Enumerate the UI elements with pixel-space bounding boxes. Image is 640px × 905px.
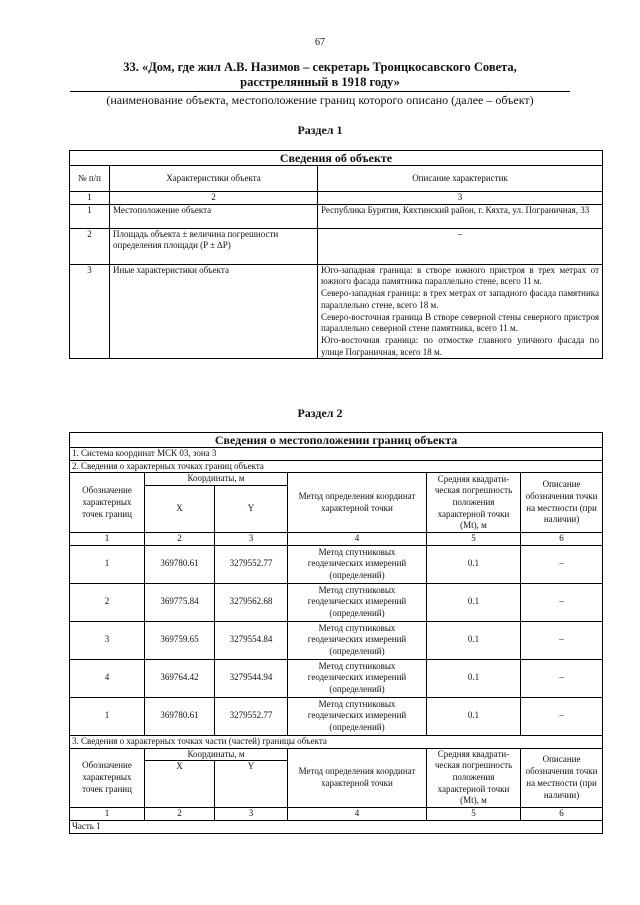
index-cell: 2 xyxy=(145,533,215,546)
document-subtitle: (наименование объекта, местоположение границ которого описано (далее – объект) xyxy=(106,93,534,107)
point-accuracy: 0.1 xyxy=(427,545,521,583)
document-title xyxy=(70,60,570,90)
index-cell: 2 xyxy=(110,192,318,205)
part-label: Часть 1 xyxy=(70,820,603,833)
index-cell: 3 xyxy=(215,533,288,546)
point-id: 1 xyxy=(70,697,145,735)
page-number: 67 xyxy=(315,37,325,48)
row-characteristic: Иные характеристики объекта xyxy=(110,264,318,359)
point-y: 3279562.68 xyxy=(215,583,288,621)
point-y: 3279554.84 xyxy=(215,621,288,659)
point-x: 369764.42 xyxy=(145,659,215,697)
point-description: – xyxy=(521,583,603,621)
point-x: 369775.84 xyxy=(145,583,215,621)
point-method: Метод спутниковых геодезических измерений (определений) xyxy=(288,659,427,697)
row-num: 3 xyxy=(70,264,110,359)
header-point-label: Обозначение характерных точек границ xyxy=(70,473,145,533)
row-num: 2 xyxy=(70,228,110,264)
header-num: № п/п xyxy=(70,166,110,192)
index-cell: 2 xyxy=(145,808,215,821)
title-underline xyxy=(70,91,570,92)
point-x: 369780.61 xyxy=(145,545,215,583)
header-coords: Координаты, м xyxy=(145,473,288,486)
point-method: Метод спутниковых геодезических измерений (определений) xyxy=(288,621,427,659)
index-cell: 1 xyxy=(70,533,145,546)
row-characteristic: Местоположение объекта xyxy=(110,204,318,228)
point-description: – xyxy=(521,621,603,659)
index-cell: 6 xyxy=(521,533,603,546)
part-header-method: Метод определения координат характерной точки xyxy=(288,748,427,808)
point-id: 1 xyxy=(70,545,145,583)
point-x: 369759.65 xyxy=(145,621,215,659)
object-info-table xyxy=(69,150,603,359)
row-num: 1 xyxy=(70,204,110,228)
value-line: – xyxy=(457,228,463,239)
header-description: Описание обозначения точки на местности (при наличии) xyxy=(521,473,603,533)
boundary-caption: Сведения о местоположении границ объекта xyxy=(70,433,603,448)
index-cell: 3 xyxy=(318,192,603,205)
point-method: Метод спутниковых геодезических измерений (определений) xyxy=(288,583,427,621)
header-description: Описание характеристик xyxy=(318,166,603,192)
part-header-point-label: Обозначение характерных точек границ xyxy=(70,748,145,808)
title-line: 33. «Дом, где жил А.В. Назимов – секретарь Троицкосавского Совета, xyxy=(123,60,517,74)
row-characteristic: Площадь объекта ± величина погрешности определения площади (P ± ∆P) xyxy=(110,228,318,264)
point-id: 4 xyxy=(70,659,145,697)
object-info-caption: Сведения об объекте xyxy=(70,151,603,166)
header-method: Метод определения координат характерной точки xyxy=(288,473,427,533)
point-description: – xyxy=(521,659,603,697)
part-header-description: Описание обозначения точки на местности (при наличии) xyxy=(521,748,603,808)
point-description: – xyxy=(521,697,603,735)
part-header-y: Y xyxy=(215,761,288,808)
coordinate-system-line: 1. Система координат МСК 03, зона 3 xyxy=(70,448,603,461)
table-row xyxy=(70,697,603,735)
point-accuracy: 0.1 xyxy=(427,583,521,621)
part-header-coords: Координаты, м xyxy=(145,748,288,761)
point-y: 3279552.77 xyxy=(215,545,288,583)
point-method: Метод спутниковых геодезических измерений (определений) xyxy=(288,545,427,583)
title-line: расстрелянный в 1918 году» xyxy=(240,75,400,89)
index-cell: 5 xyxy=(427,808,521,821)
point-id: 2 xyxy=(70,583,145,621)
point-accuracy: 0.1 xyxy=(427,621,521,659)
row-value xyxy=(318,264,603,359)
value-line: Юго-западная граница: в створе южного пристроя в трех метрах от южного фасада памятника параллельно стене, всего 11 м. xyxy=(321,264,599,287)
point-y: 3279544.94 xyxy=(215,659,288,697)
point-x: 369780.61 xyxy=(145,697,215,735)
row-value xyxy=(318,204,603,228)
part-header-accuracy: Средняя квадрати-ческая погрешность положения характерной точки (Mt), м xyxy=(427,748,521,808)
header-characteristic: Характеристики объекта xyxy=(110,166,318,192)
value-line: Юго-восточная граница: по отмостке главного уличного фасада по улице Пограничная, всего 18 м. xyxy=(321,334,599,357)
section1-heading: Раздел 1 xyxy=(297,123,343,137)
table-row xyxy=(70,545,603,583)
boundary-points-table xyxy=(69,432,603,834)
point-method: Метод спутниковых геодезических измерений (определений) xyxy=(288,697,427,735)
index-cell: 1 xyxy=(70,808,145,821)
part-section-line: 3. Сведения о характерных точках части (частей) границы объекта xyxy=(70,735,603,748)
header-y: Y xyxy=(215,486,288,533)
section2-heading: Раздел 2 xyxy=(297,406,343,420)
value-line: Северо-восточная граница В створе северной стены северного пристроя параллельно северной стене памятника, всего 11 м. xyxy=(321,311,599,334)
index-cell: 4 xyxy=(288,808,427,821)
index-cell: 1 xyxy=(70,192,110,205)
header-accuracy: Средняя квадрати-ческая погрешность положения характерной точки (Mt), м xyxy=(427,473,521,533)
index-cell: 5 xyxy=(427,533,521,546)
points-section-line: 2. Сведения о характерных точках границ объекта xyxy=(70,460,603,473)
index-cell: 6 xyxy=(521,808,603,821)
point-y: 3279552.77 xyxy=(215,697,288,735)
index-cell: 4 xyxy=(288,533,427,546)
value-line: Северо-западная граница: в трех метрах от западного фасада памятника параллельно стене, всего 18 м. xyxy=(321,288,599,310)
table-row xyxy=(70,659,603,697)
table-row xyxy=(70,583,603,621)
index-cell: 3 xyxy=(215,808,288,821)
point-accuracy: 0.1 xyxy=(427,659,521,697)
row-value xyxy=(318,228,603,264)
point-accuracy: 0.1 xyxy=(427,697,521,735)
value-line: Республика Бурятия, Кяхтинский район, г. Кяхта, ул. Пограничная, 33 xyxy=(321,204,590,215)
part-header-x: X xyxy=(145,761,215,808)
header-x: X xyxy=(145,486,215,533)
point-id: 3 xyxy=(70,621,145,659)
table-row xyxy=(70,621,603,659)
point-description: – xyxy=(521,545,603,583)
